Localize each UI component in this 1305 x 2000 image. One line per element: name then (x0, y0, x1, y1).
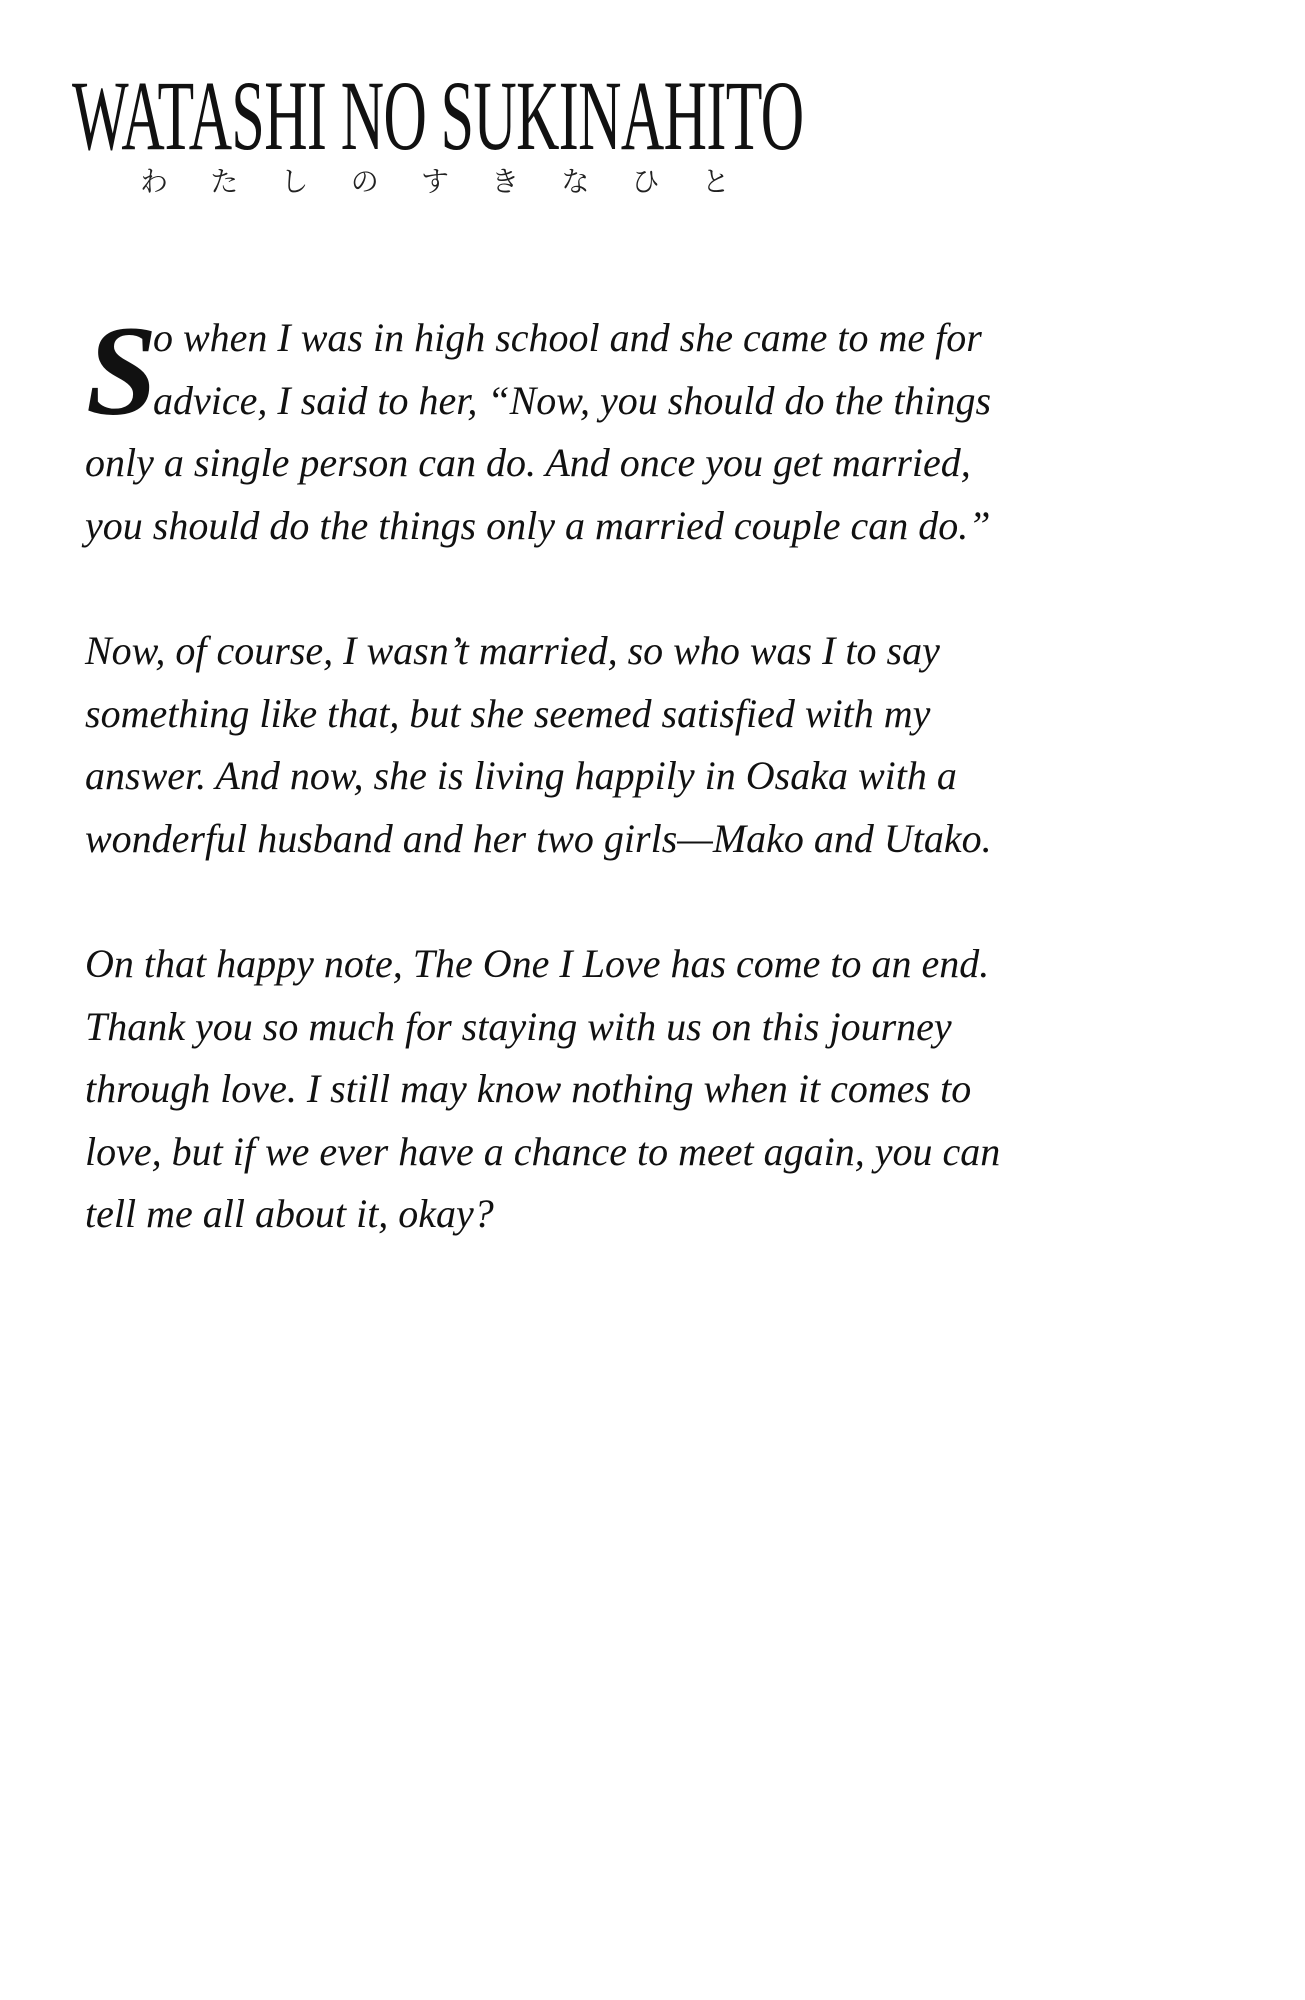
text-line: you should do the things only a married couple can do.” (85, 502, 991, 548)
text-line: Now, of course, I wasn’t married, so who was I to say (85, 628, 940, 673)
page-title: WATASHI NO SUKINAHITO (72, 60, 804, 171)
kana-char: ひ (631, 165, 660, 198)
kana-char: の (350, 165, 379, 198)
kana-char: わ (140, 165, 169, 198)
text-line: love, but if we ever have a chance to meet again, you can (85, 1128, 1001, 1174)
kana-char: な (561, 165, 590, 198)
kana-char: し (280, 165, 309, 198)
text-line: On that happy note, The One I Love has come to an end. (85, 941, 990, 986)
text-line: answer. And now, she is living happily in Osaka with a (85, 753, 957, 798)
paragraph-2 (85, 620, 992, 870)
drop-cap: S (86, 300, 158, 442)
text-line: o when I was in high school and she came to me for (153, 315, 982, 360)
text-line: only a single person can do. And once you get married, (85, 440, 971, 485)
kana-char: す (420, 165, 449, 198)
title-kana (140, 160, 730, 200)
text-line: Thank you so much for staying with us on this journey (85, 1003, 952, 1049)
text-line: something like that, but she seemed satisfied with my (85, 690, 931, 736)
text-line: tell me all about it, okay? (85, 1191, 494, 1236)
paragraph-3 (85, 933, 1000, 1246)
kana-char: と (701, 165, 730, 198)
text-line: wonderful husband and her two girls—Mako and Utako. (85, 815, 992, 861)
paragraph-1 (85, 300, 992, 557)
kana-char: き (491, 165, 520, 198)
text-line: through love. I still may know nothing when it comes to (85, 1066, 972, 1111)
text-line: advice, I said to her, “Now, you should do the things (153, 377, 992, 423)
kana-char: た (210, 165, 239, 198)
